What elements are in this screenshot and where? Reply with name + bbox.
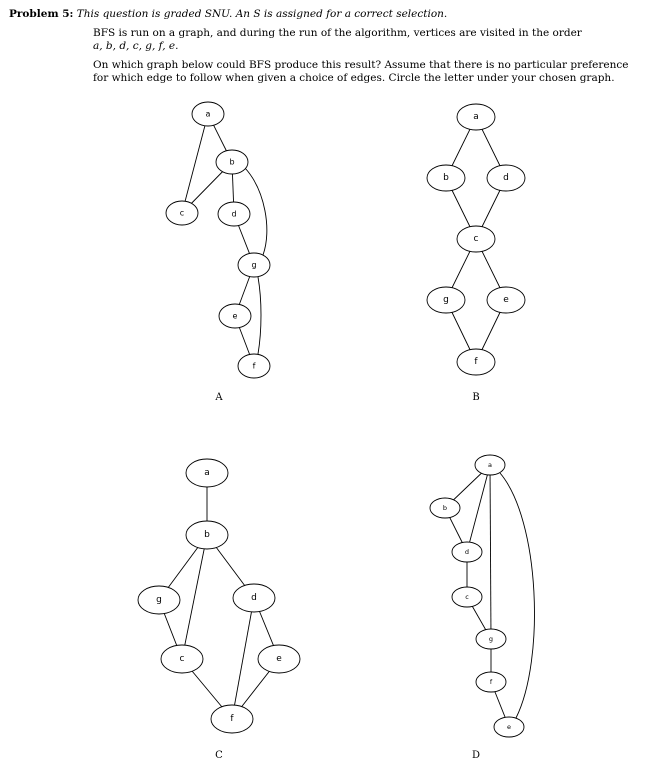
problem-text-line-4: for which edge to follow when given a choice of edges. Circle the letter under your chosen graph. — [93, 72, 615, 84]
node-label: g — [251, 260, 257, 270]
node-b — [186, 521, 228, 549]
node-label: a — [488, 461, 492, 469]
graph-d — [430, 455, 534, 761]
node-c — [457, 226, 495, 252]
node-c — [161, 645, 203, 673]
edge-g-f — [258, 277, 261, 354]
node-label: f — [489, 678, 493, 686]
node-c — [452, 587, 482, 607]
problem-text-line-3: On which graph below could BFS produce this result? Assume that there is no particular preference — [93, 59, 629, 71]
node-e — [494, 717, 524, 737]
node-d — [452, 542, 482, 562]
choice-b[interactable]: B — [472, 392, 480, 403]
node-label: f — [474, 357, 478, 367]
problem-label: Problem 5: — [9, 8, 74, 20]
node-d — [487, 165, 525, 191]
graph-c — [138, 459, 300, 761]
node-label: d — [464, 548, 470, 556]
node-label: c — [179, 654, 185, 664]
node-g — [476, 629, 506, 649]
node-e — [258, 645, 300, 673]
node-b — [427, 165, 465, 191]
node-label: e — [503, 295, 509, 305]
node-label: f — [252, 361, 256, 371]
node-f — [476, 672, 506, 692]
edge-b-c — [182, 535, 207, 659]
node-label: a — [204, 468, 210, 478]
graph-b — [427, 104, 525, 403]
problem-text-line-1: BFS is run on a graph, and during the run of the algorithm, vertices are visited in the order — [93, 27, 582, 39]
node-label: d — [251, 593, 257, 603]
node-f — [211, 705, 253, 733]
node-label: b — [204, 530, 210, 540]
choice-c[interactable]: C — [215, 750, 223, 761]
node-label: b — [229, 157, 235, 167]
node-g — [427, 287, 465, 313]
node-g — [238, 253, 270, 277]
node-label: e — [276, 654, 282, 664]
choice-d[interactable]: D — [471, 750, 481, 761]
node-label: b — [443, 173, 449, 183]
visit-order: a, b, d, c, g, f, e. — [93, 40, 179, 52]
node-b — [216, 150, 248, 174]
node-label: a — [205, 109, 211, 119]
node-label: d — [503, 173, 509, 183]
node-label: g — [443, 295, 449, 305]
edge-a-g — [490, 465, 491, 639]
edge-a-d — [467, 465, 490, 552]
problem-instruction: This question is graded SNU. An S is assigned for a correct selection. — [76, 8, 448, 20]
node-label: a — [473, 112, 479, 122]
node-label: d — [231, 209, 237, 219]
node-label: c — [465, 593, 469, 601]
node-a — [186, 459, 228, 487]
edge-a-c — [182, 114, 208, 213]
node-label: c — [179, 208, 185, 218]
edge-d-f — [232, 598, 254, 719]
node-c — [166, 201, 198, 225]
node-e — [487, 287, 525, 313]
node-label: g — [156, 595, 162, 605]
node-a — [475, 455, 505, 475]
choice-a[interactable]: A — [215, 392, 223, 403]
node-e — [219, 304, 251, 328]
graph-a — [166, 102, 270, 403]
node-label: e — [232, 311, 238, 321]
node-label: e — [507, 723, 511, 731]
node-f — [238, 354, 270, 378]
node-a — [457, 104, 495, 130]
node-b — [430, 498, 460, 518]
node-f — [457, 349, 495, 375]
node-label: f — [230, 714, 234, 724]
node-g — [138, 586, 180, 614]
node-label: c — [473, 234, 479, 244]
node-d — [218, 202, 250, 226]
node-label: g — [488, 635, 494, 643]
node-label: b — [442, 504, 448, 512]
node-a — [192, 102, 224, 126]
node-d — [233, 584, 275, 612]
